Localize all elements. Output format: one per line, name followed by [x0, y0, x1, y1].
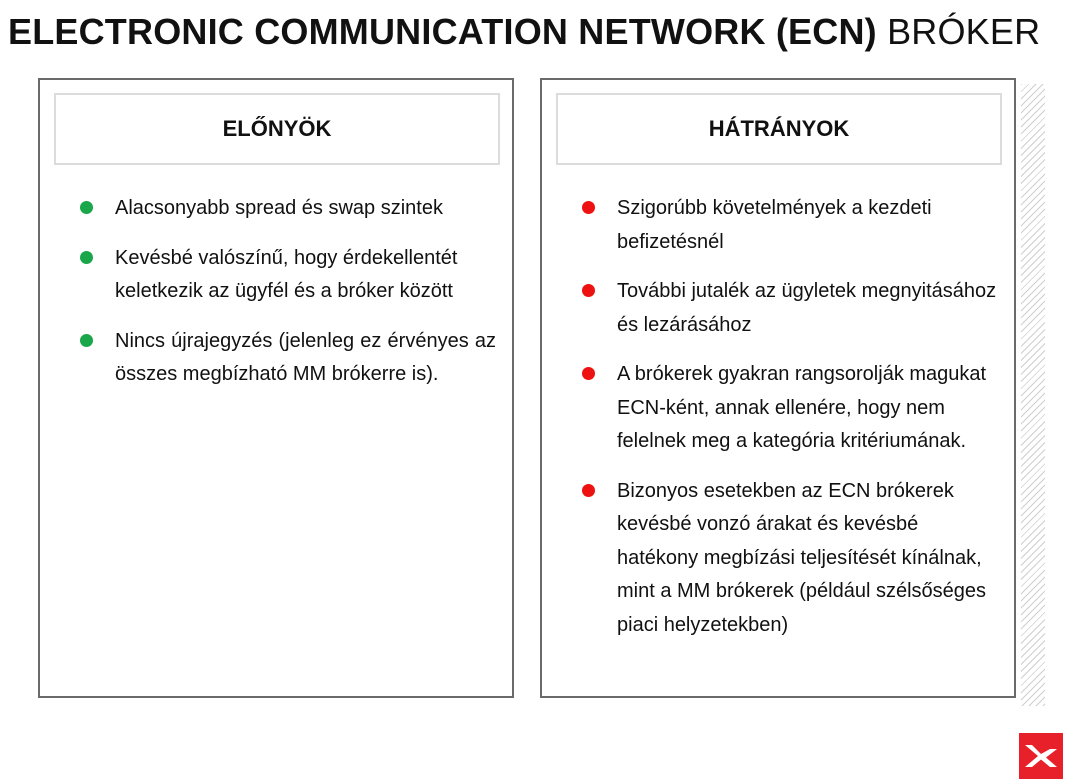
page-title	[8, 10, 1040, 54]
brand-logo	[1019, 733, 1063, 779]
disadvantages-panel	[540, 78, 1016, 698]
list-item	[80, 192, 496, 226]
list-item	[582, 358, 998, 459]
list-item-text: Szigorúbb követelmények a kezdeti befizetésnél	[617, 197, 932, 253]
red-bullet-icon	[582, 484, 595, 497]
disadvantages-heading: HÁTRÁNYOK	[556, 93, 1002, 165]
list-item-text: A brókerek gyakran rangsorolják magukat ECN-ként, annak ellenére, hogy nem felelnek meg a kategória kritériumának.	[617, 363, 987, 452]
list-item-text: További jutalék az ügyletek megnyitásához és lezárásához	[617, 280, 997, 336]
green-bullet-icon	[80, 201, 93, 214]
disadvantages-list	[582, 192, 998, 658]
advantages-heading: ELŐNYÖK	[54, 93, 500, 165]
advantages-panel	[38, 78, 514, 698]
page-title-bold: ELECTRONIC COMMUNICATION NETWORK (ECN)	[8, 11, 877, 52]
list-item	[582, 475, 998, 643]
list-item-text: Bizonyos esetekben az ECN brókerek kevésbé vonzó árakat és kevésbé hatékony megbízási teljesítését kínálnak, mint a MM brókerek (például szélsőséges piaci helyzetekben)	[617, 479, 987, 636]
brand-x-icon	[1019, 733, 1063, 779]
red-bullet-icon	[582, 367, 595, 380]
list-item	[80, 325, 496, 392]
advantages-list	[80, 192, 496, 408]
list-item	[582, 275, 998, 342]
panel-shadow-stripe	[1021, 84, 1045, 706]
list-item-text: Kevésbé valószínű, hogy érdekellentét keletkezik az ügyfél és a bróker között	[115, 246, 458, 302]
list-item-text: Alacsonyabb spread és swap szintek	[115, 197, 443, 219]
list-item	[582, 192, 998, 259]
green-bullet-icon	[80, 334, 93, 347]
list-item-text: Nincs újrajegyzés (jelenleg ez érvényes az összes megbízható MM brókerre is).	[115, 329, 496, 385]
list-item	[80, 242, 496, 309]
red-bullet-icon	[582, 284, 595, 297]
red-bullet-icon	[582, 201, 595, 214]
page-title-light: BRÓKER	[887, 11, 1041, 52]
green-bullet-icon	[80, 251, 93, 264]
